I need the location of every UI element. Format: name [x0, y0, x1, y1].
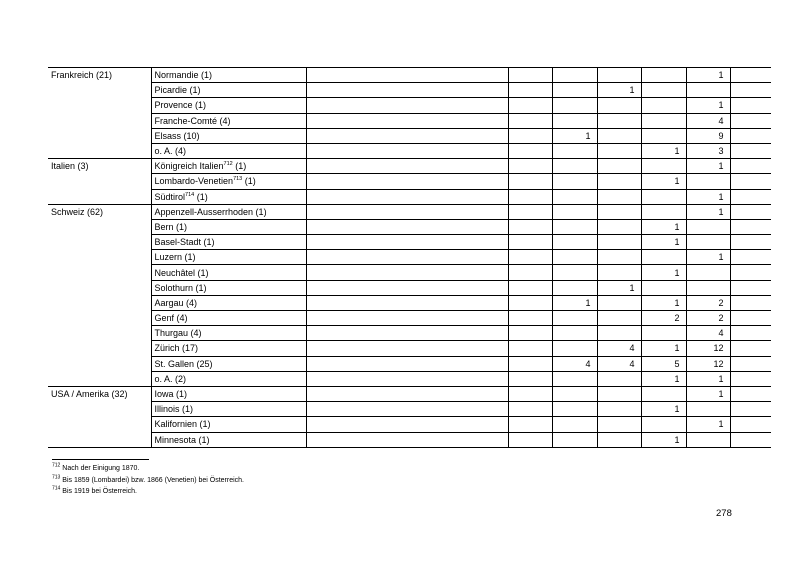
count-cell: [552, 311, 597, 326]
empty-cell: [306, 311, 508, 326]
statistics-table: [48, 67, 771, 448]
table-row: [48, 326, 771, 341]
empty-cell: [730, 235, 771, 250]
count-cell: [641, 83, 686, 98]
empty-cell: [508, 326, 552, 341]
count-cell: [552, 174, 597, 189]
count-cell: [597, 143, 641, 158]
count-cell: [641, 98, 686, 113]
group-cell: Schweiz (62): [48, 204, 151, 219]
count-cell: [597, 432, 641, 447]
empty-cell: [306, 386, 508, 401]
count-cell: [597, 235, 641, 250]
count-cell: [686, 235, 730, 250]
empty-cell: [508, 235, 552, 250]
count-cell: [552, 250, 597, 265]
count-cell: [552, 326, 597, 341]
empty-cell: [508, 174, 552, 189]
empty-cell: [306, 204, 508, 219]
region-cell: Königreich Italien$^{712}$ (1): [151, 159, 306, 174]
region-cell: o. A. (4): [151, 143, 306, 158]
count-cell: [641, 417, 686, 432]
count-cell: 1: [641, 341, 686, 356]
empty-cell: [306, 128, 508, 143]
table-row: [48, 143, 771, 158]
table-row: [48, 68, 771, 83]
count-cell: 3: [686, 143, 730, 158]
table-row: [48, 341, 771, 356]
empty-cell: [306, 356, 508, 371]
count-cell: [597, 326, 641, 341]
empty-cell: [730, 159, 771, 174]
empty-cell: [730, 386, 771, 401]
empty-cell: [730, 432, 771, 447]
count-cell: 1: [641, 402, 686, 417]
count-cell: 1: [641, 371, 686, 386]
table-row: [48, 83, 771, 98]
empty-cell: [306, 295, 508, 310]
count-cell: 12: [686, 341, 730, 356]
count-cell: [686, 280, 730, 295]
footnote-ref: 714: [185, 191, 195, 198]
region-cell: Illinois (1): [151, 402, 306, 417]
empty-cell: [508, 250, 552, 265]
count-cell: [597, 189, 641, 204]
empty-cell: [508, 83, 552, 98]
count-cell: [597, 386, 641, 401]
footnotes: [52, 463, 244, 498]
count-cell: [597, 250, 641, 265]
count-cell: 1: [686, 204, 730, 219]
table-row: [48, 113, 771, 128]
count-cell: [552, 265, 597, 280]
empty-cell: [730, 98, 771, 113]
empty-cell: [508, 98, 552, 113]
empty-cell: [508, 402, 552, 417]
empty-cell: [306, 83, 508, 98]
count-cell: 1: [686, 417, 730, 432]
count-cell: 4: [552, 356, 597, 371]
region-cell: Kalifornien (1): [151, 417, 306, 432]
region-cell: Franche-Comté (4): [151, 113, 306, 128]
table-row: [48, 204, 771, 219]
count-cell: [641, 386, 686, 401]
table-row: [48, 295, 771, 310]
table-row: [48, 235, 771, 250]
group-cell: [48, 341, 151, 356]
empty-cell: [508, 265, 552, 280]
empty-cell: [730, 174, 771, 189]
empty-cell: [730, 341, 771, 356]
empty-cell: [730, 371, 771, 386]
empty-cell: [730, 402, 771, 417]
table-row: [48, 311, 771, 326]
count-cell: 2: [686, 311, 730, 326]
count-cell: [597, 68, 641, 83]
empty-cell: [730, 219, 771, 234]
group-cell: [48, 356, 151, 371]
empty-cell: [508, 356, 552, 371]
empty-cell: [306, 432, 508, 447]
count-cell: 1: [686, 68, 730, 83]
count-cell: 4: [597, 356, 641, 371]
count-cell: [686, 432, 730, 447]
group-cell: [48, 174, 151, 189]
empty-cell: [508, 432, 552, 447]
region-cell: Südtirol$^{714}$ (1): [151, 189, 306, 204]
count-cell: 9: [686, 128, 730, 143]
empty-cell: [306, 417, 508, 432]
count-cell: [597, 113, 641, 128]
empty-cell: [508, 386, 552, 401]
count-cell: [686, 83, 730, 98]
count-cell: 1: [641, 295, 686, 310]
empty-cell: [508, 68, 552, 83]
count-cell: [641, 326, 686, 341]
count-cell: 1: [597, 83, 641, 98]
empty-cell: [730, 83, 771, 98]
empty-cell: [730, 311, 771, 326]
table-row: [48, 417, 771, 432]
region-cell: Picardie (1): [151, 83, 306, 98]
count-cell: [597, 402, 641, 417]
empty-cell: [730, 356, 771, 371]
empty-cell: [730, 295, 771, 310]
count-cell: 4: [686, 113, 730, 128]
table-row: [48, 174, 771, 189]
empty-cell: [306, 219, 508, 234]
table-row: [48, 386, 771, 401]
count-cell: [597, 311, 641, 326]
group-cell: [48, 280, 151, 295]
count-cell: [597, 98, 641, 113]
count-cell: [597, 128, 641, 143]
count-cell: 1: [686, 250, 730, 265]
table-row: [48, 371, 771, 386]
group-cell: [48, 128, 151, 143]
count-cell: [552, 341, 597, 356]
region-cell: Bern (1): [151, 219, 306, 234]
count-cell: [641, 189, 686, 204]
empty-cell: [306, 371, 508, 386]
count-cell: [552, 68, 597, 83]
empty-cell: [508, 189, 552, 204]
empty-cell: [306, 265, 508, 280]
count-cell: 1: [641, 235, 686, 250]
group-cell: [48, 402, 151, 417]
group-cell: [48, 189, 151, 204]
count-cell: [552, 219, 597, 234]
empty-cell: [508, 295, 552, 310]
empty-cell: [508, 204, 552, 219]
group-cell: [48, 250, 151, 265]
count-cell: [552, 386, 597, 401]
count-cell: [686, 265, 730, 280]
region-cell: Iowa (1): [151, 386, 306, 401]
count-cell: 2: [686, 295, 730, 310]
empty-cell: [508, 341, 552, 356]
empty-cell: [730, 128, 771, 143]
count-cell: [686, 402, 730, 417]
empty-cell: [730, 280, 771, 295]
table-row: [48, 128, 771, 143]
empty-cell: [306, 235, 508, 250]
footnote-separator: [52, 459, 149, 460]
count-cell: [597, 265, 641, 280]
region-cell: St. Gallen (25): [151, 356, 306, 371]
empty-cell: [508, 311, 552, 326]
empty-cell: [306, 68, 508, 83]
empty-cell: [730, 68, 771, 83]
empty-cell: [730, 250, 771, 265]
count-cell: [641, 159, 686, 174]
group-cell: USA / Amerika (32): [48, 386, 151, 401]
group-cell: [48, 371, 151, 386]
empty-cell: [730, 143, 771, 158]
empty-cell: [306, 250, 508, 265]
empty-cell: [508, 128, 552, 143]
empty-cell: [508, 219, 552, 234]
empty-cell: [508, 417, 552, 432]
group-cell: Italien (3): [48, 159, 151, 174]
count-cell: [552, 98, 597, 113]
count-cell: 1: [641, 143, 686, 158]
count-cell: [552, 432, 597, 447]
region-cell: Solothurn (1): [151, 280, 306, 295]
region-cell: Zürich (17): [151, 341, 306, 356]
region-cell: Normandie (1): [151, 68, 306, 83]
region-cell: Elsass (10): [151, 128, 306, 143]
group-cell: [48, 98, 151, 113]
empty-cell: [508, 371, 552, 386]
group-cell: [48, 113, 151, 128]
count-cell: [641, 128, 686, 143]
region-cell: Thurgau (4): [151, 326, 306, 341]
empty-cell: [730, 265, 771, 280]
table-row: [48, 402, 771, 417]
count-cell: [552, 417, 597, 432]
count-cell: [597, 417, 641, 432]
empty-cell: [306, 402, 508, 417]
region-cell: Provence (1): [151, 98, 306, 113]
group-cell: [48, 295, 151, 310]
count-cell: [552, 189, 597, 204]
footnote-ref: 713: [233, 176, 243, 183]
empty-cell: [306, 159, 508, 174]
count-cell: [597, 219, 641, 234]
count-cell: [552, 83, 597, 98]
count-cell: 1: [552, 128, 597, 143]
count-cell: [552, 371, 597, 386]
empty-cell: [730, 417, 771, 432]
count-cell: 2: [641, 311, 686, 326]
count-cell: [686, 219, 730, 234]
count-cell: 1: [641, 219, 686, 234]
group-cell: [48, 417, 151, 432]
count-cell: 1: [686, 98, 730, 113]
group-cell: [48, 326, 151, 341]
count-cell: 1: [641, 265, 686, 280]
group-cell: [48, 311, 151, 326]
count-cell: [686, 174, 730, 189]
region-cell: Neuchâtel (1): [151, 265, 306, 280]
count-cell: 4: [597, 341, 641, 356]
table-row: [48, 432, 771, 447]
count-cell: [552, 280, 597, 295]
region-cell: Appenzell-Ausserrhoden (1): [151, 204, 306, 219]
count-cell: 1: [686, 371, 730, 386]
empty-cell: [306, 174, 508, 189]
count-cell: [597, 174, 641, 189]
table-row: [48, 265, 771, 280]
count-cell: [552, 113, 597, 128]
count-cell: 1: [686, 189, 730, 204]
count-cell: [641, 280, 686, 295]
empty-cell: [730, 189, 771, 204]
empty-cell: [306, 326, 508, 341]
group-cell: [48, 143, 151, 158]
region-cell: Aargau (4): [151, 295, 306, 310]
group-cell: [48, 83, 151, 98]
count-cell: 4: [686, 326, 730, 341]
empty-cell: [306, 189, 508, 204]
count-cell: [552, 204, 597, 219]
empty-cell: [730, 113, 771, 128]
empty-cell: [306, 280, 508, 295]
group-cell: [48, 235, 151, 250]
region-cell: Lombardo-Venetien$^{713}$ (1): [151, 174, 306, 189]
empty-cell: [730, 204, 771, 219]
table-row: [48, 356, 771, 371]
empty-cell: [306, 98, 508, 113]
count-cell: [641, 204, 686, 219]
table-row: [48, 159, 771, 174]
region-cell: Genf (4): [151, 311, 306, 326]
empty-cell: [306, 341, 508, 356]
count-cell: [552, 402, 597, 417]
count-cell: [552, 235, 597, 250]
empty-cell: [730, 326, 771, 341]
empty-cell: [306, 143, 508, 158]
count-cell: 1: [686, 386, 730, 401]
footnote: $^{714}$ Bis 1919 bei Österreich.: [52, 485, 137, 495]
region-cell: o. A. (2): [151, 371, 306, 386]
page-number: 278: [716, 508, 732, 519]
empty-cell: [508, 280, 552, 295]
count-cell: [641, 250, 686, 265]
count-cell: [597, 204, 641, 219]
count-cell: 1: [552, 295, 597, 310]
region-cell: Luzern (1): [151, 250, 306, 265]
table-row: [48, 250, 771, 265]
count-cell: 1: [686, 159, 730, 174]
table-row: [48, 219, 771, 234]
region-cell: Minnesota (1): [151, 432, 306, 447]
count-cell: 5: [641, 356, 686, 371]
empty-cell: [508, 159, 552, 174]
region-cell: Basel-Stadt (1): [151, 235, 306, 250]
empty-cell: [306, 113, 508, 128]
group-cell: [48, 265, 151, 280]
table-row: [48, 98, 771, 113]
group-cell: Frankreich (21): [48, 68, 151, 83]
count-cell: [641, 113, 686, 128]
footnote: $^{713}$ Bis 1859 (Lombardei) bzw. 1866 (Venetien) bei Österreich.: [52, 474, 245, 484]
empty-cell: [508, 143, 552, 158]
empty-cell: [508, 113, 552, 128]
count-cell: [552, 143, 597, 158]
count-cell: [597, 295, 641, 310]
group-cell: [48, 432, 151, 447]
count-cell: [552, 159, 597, 174]
table-row: [48, 280, 771, 295]
table-row: [48, 189, 771, 204]
count-cell: 1: [597, 280, 641, 295]
count-cell: [597, 371, 641, 386]
count-cell: [597, 159, 641, 174]
count-cell: 1: [641, 174, 686, 189]
footnote: $^{712}$ Nach der Einigung 1870.: [52, 462, 140, 472]
count-cell: [641, 68, 686, 83]
count-cell: 12: [686, 356, 730, 371]
footnote-ref: 712: [223, 161, 233, 168]
group-cell: [48, 219, 151, 234]
count-cell: 1: [641, 432, 686, 447]
